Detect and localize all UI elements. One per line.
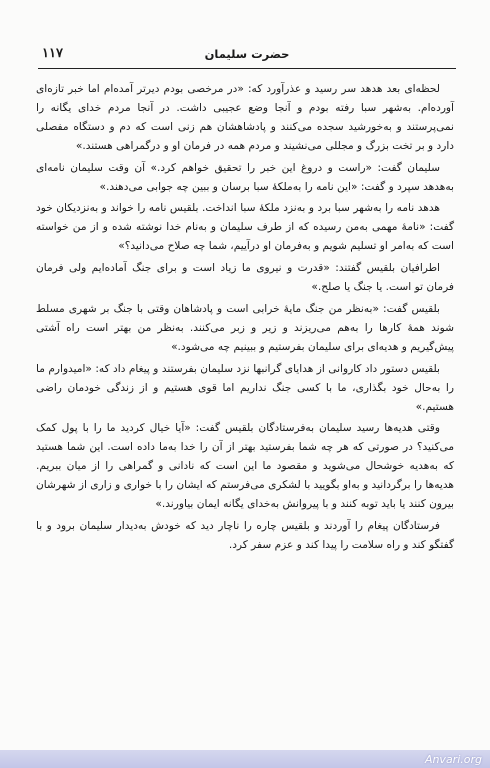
page-header — [38, 46, 456, 69]
body-text — [36, 80, 454, 558]
paragraph: وقتی هدیه‌ها رسید سلیمان به‌فرستادگان بلقیس گفت: «آیا خیال کردید ما را با پول کمک می‌کنید؟ در صورتی که هر چه شما بفرستید بهتر از آن را خدا به‌ما داده است. این شما هستید که به‌هدیه خوشحال می‌شوید و مقصود ما این است که نادانی و گمراهی را از میان ببریم. هدیه‌ها را برگردانید و به‌او بگویید با لشکری می‌فرستم که ایشان را با خواری و زاری از شهرشان بیرون کنند یا باید توبه کنند و با پیروانش به‌خدای یگانه ایمان بیاورند.» — [36, 422, 454, 511]
running-title: حضرت سلیمان — [204, 47, 290, 61]
paragraph: بلقیس دستور داد کاروانی از هدایای گرانبها نزد سلیمان بفرستند و پیغام داد که: «امیدوارم ما را به‌حال خود بگذاری، ما با کسی جنگ نداریم اما قوی هستیم و از زندگی خودمان راضی هستیم.» — [36, 362, 454, 413]
paragraph: فرستادگان پیغام را آوردند و بلقیس چاره را ناچار دید که خودش به‌دیدار سلیمان برود و با گفتگو کند و راه سلامت را پیدا کند و عزم سفر کرد. — [36, 519, 454, 551]
paragraph: سلیمان گفت: «راست و دروغ این خبر را تحقیق خواهم کرد.» آن وقت سلیمان نامه‌ای به‌هدهد سپرد و گفت: «این نامه را به‌ملکهٔ سبا برسان و ببین چه جوابی می‌دهند.» — [36, 161, 454, 193]
page-number: ١١٧ — [42, 46, 63, 61]
paragraph: لحظه‌ای بعد هدهد سر رسید و عذرآورد که: «در مرخصی بودم دیرتر آمده‌ام اما خبر تازه‌ای آورده‌ام. به‌شهر سبا رفته بودم و آنجا وضع عجیبی داشت. در آنجا مردم خدای یگانه را نمی‌پرستند و به‌خورشید سجده می‌کنند و پادشاهشان هم زنی است که دم و دستگاه مفصلی دارد و بر تخت بزرگ و مجللی می‌نشیند و مردم همه در فرمان او و درگمراهی هستند.» — [36, 83, 454, 152]
paragraph: هدهد نامه را به‌شهر سبا برد و به‌نزد ملکهٔ سبا انداخت. بلقیس نامه را خواند و به‌نزدیکان خود گفت: «نامهٔ مهمی به‌من رسیده که از طرف سلیمان و به‌نام خدا نوشته شده و از من خواسته است که به‌امر او تسلیم شویم و به‌فرمان او درآییم، شما چه صلاح می‌دانید؟» — [36, 202, 454, 253]
watermark: Anvari.org — [424, 753, 482, 766]
paragraph: بلقیس گفت: «به‌نظر من جنگ مایهٔ خرابی است و پادشاهان وقتی با جنگ بر شهری مسلط شوند همهٔ کارها را به‌هم می‌ریزند و زیر و زبر می‌کنند. به‌نظر من بهتر است راه آشتی پیش‌گیریم و هدیه‌ای برای سلیمان بفرستیم و ببینیم چه می‌شود.» — [36, 302, 454, 353]
watermark-bar — [0, 750, 490, 768]
paragraph: اطرافیان بلقیس گفتند: «قدرت و نیروی ما زیاد است و برای جنگ آماده‌ایم ولی فرمان فرمان تو است. یا جنگ یا صلح.» — [36, 262, 454, 294]
